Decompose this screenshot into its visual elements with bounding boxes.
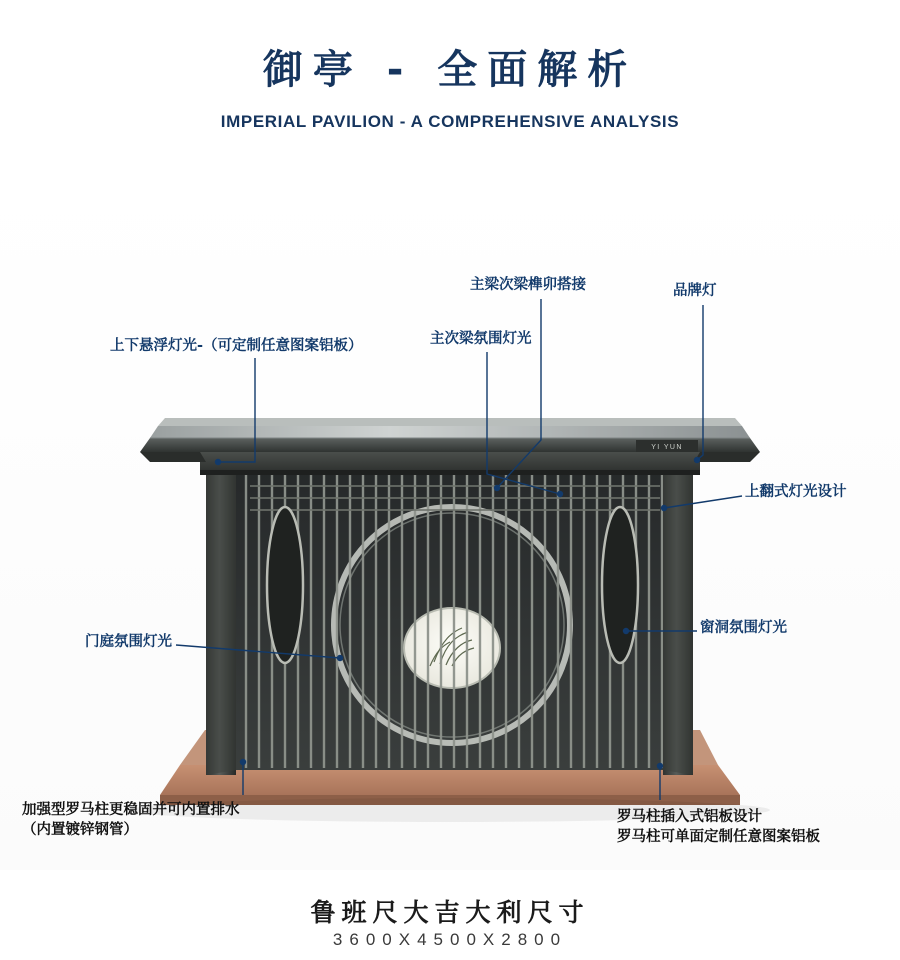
callout-roman-panel-line2: 罗马柱可单面定制任意图案铝板 <box>617 829 820 845</box>
pavilion-drawing <box>0 170 900 870</box>
page-title-en: IMPERIAL PAVILION - A COMPREHENSIVE ANALYSIS <box>220 112 680 131</box>
callout-beam-ambient-light: 主次梁氛围灯光 <box>430 331 532 347</box>
callout-roman-panel <box>617 807 820 847</box>
callout-brand-light: 品牌灯 <box>673 283 717 299</box>
page-title-cn: 御亭 - 全面解析 <box>262 47 638 93</box>
pavilion-illustration <box>0 170 900 870</box>
main-beam <box>200 452 700 475</box>
callout-window-ambient: 窗洞氛围灯光 <box>700 620 787 636</box>
footer-dimensions: 3600X4500X2800 <box>332 930 568 949</box>
callout-roman-panel-line1: 罗马柱插入式铝板设计 <box>617 809 762 825</box>
callout-floating-light: 上下悬浮灯光-（可定制任意图案铝板） <box>110 338 363 354</box>
callout-main-beam-joint: 主梁次梁榫卯搭接 <box>470 277 586 293</box>
callout-roman-column-line2: （内置镀锌钢管） <box>22 822 138 838</box>
callout-door-ambient: 门庭氛围灯光 <box>85 634 172 650</box>
callout-roman-column <box>22 800 240 840</box>
callout-up-flip-light: 上翻式灯光设计 <box>745 484 847 500</box>
callout-roman-column-line1: 加强型罗马柱更稳固并可内置排水 <box>22 802 240 818</box>
footer-slogan: 鲁班尺大吉大利尺寸 <box>310 898 590 927</box>
brand-mark-text: YI YUN <box>651 444 683 451</box>
